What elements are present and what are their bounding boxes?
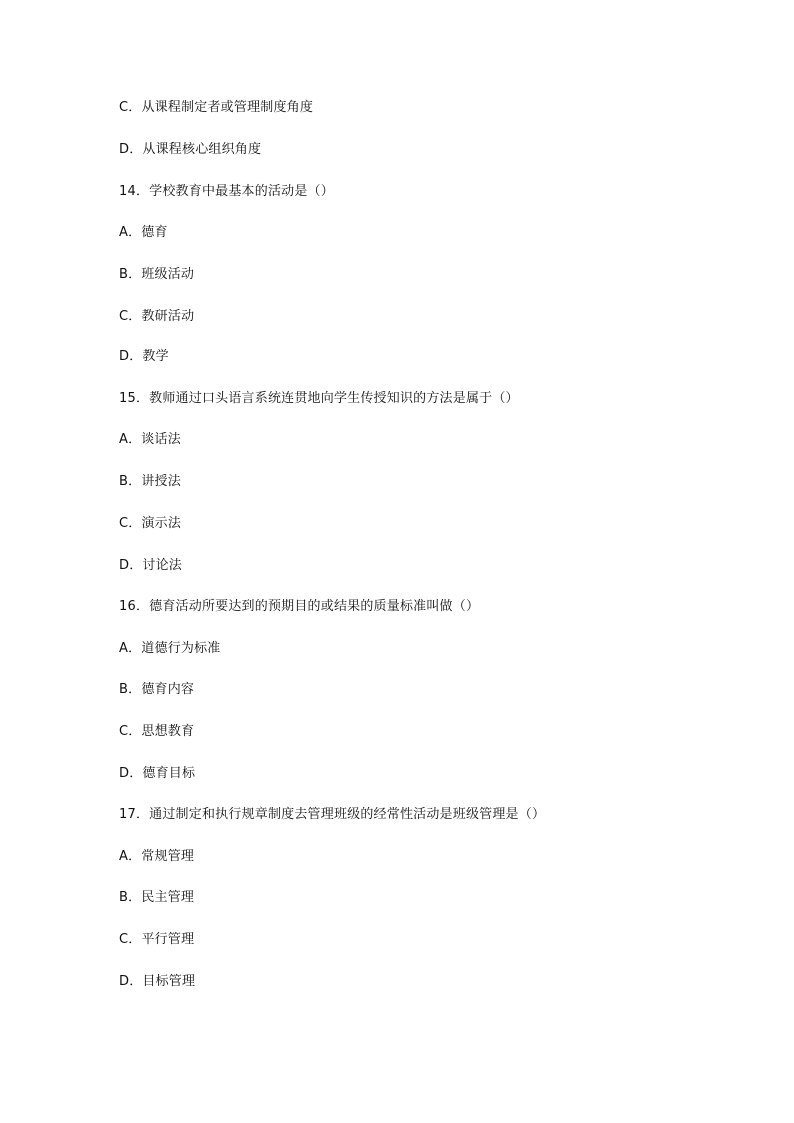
option-line: D．讨论法 [119, 558, 183, 573]
option-line: C．演示法 [119, 516, 182, 531]
question-line: 15．教师通过口头语言系统连贯地向学生传授知识的方法是属于（） [119, 391, 519, 406]
option-line: D．目标管理 [119, 974, 196, 989]
question-line: 14．学校教育中最基本的活动是（） [119, 184, 334, 199]
option-line: A．谈话法 [119, 432, 181, 447]
option-line: D．从课程核心组织角度 [119, 142, 262, 157]
option-line: A．德育 [119, 225, 168, 240]
option-line: B．民主管理 [119, 890, 195, 905]
option-line: C．教研活动 [119, 309, 195, 324]
question-line: 17．通过制定和执行规章制度去管理班级的经常性活动是班级管理是（） [119, 807, 546, 822]
question-line: 16．德育活动所要达到的预期目的或结果的质量标准叫做（） [119, 599, 480, 614]
option-line: B．德育内容 [119, 682, 195, 697]
option-line: A．常规管理 [119, 849, 195, 864]
option-line: C．从课程制定者或管理制度角度 [119, 100, 314, 115]
option-line: A．道德行为标准 [119, 641, 221, 656]
option-line: C．思想教育 [119, 724, 195, 739]
option-line: B．讲授法 [119, 474, 181, 489]
option-line: B．班级活动 [119, 267, 195, 282]
option-line: D．德育目标 [119, 766, 196, 781]
option-line: C．平行管理 [119, 932, 195, 947]
option-line: D．教学 [119, 349, 169, 364]
